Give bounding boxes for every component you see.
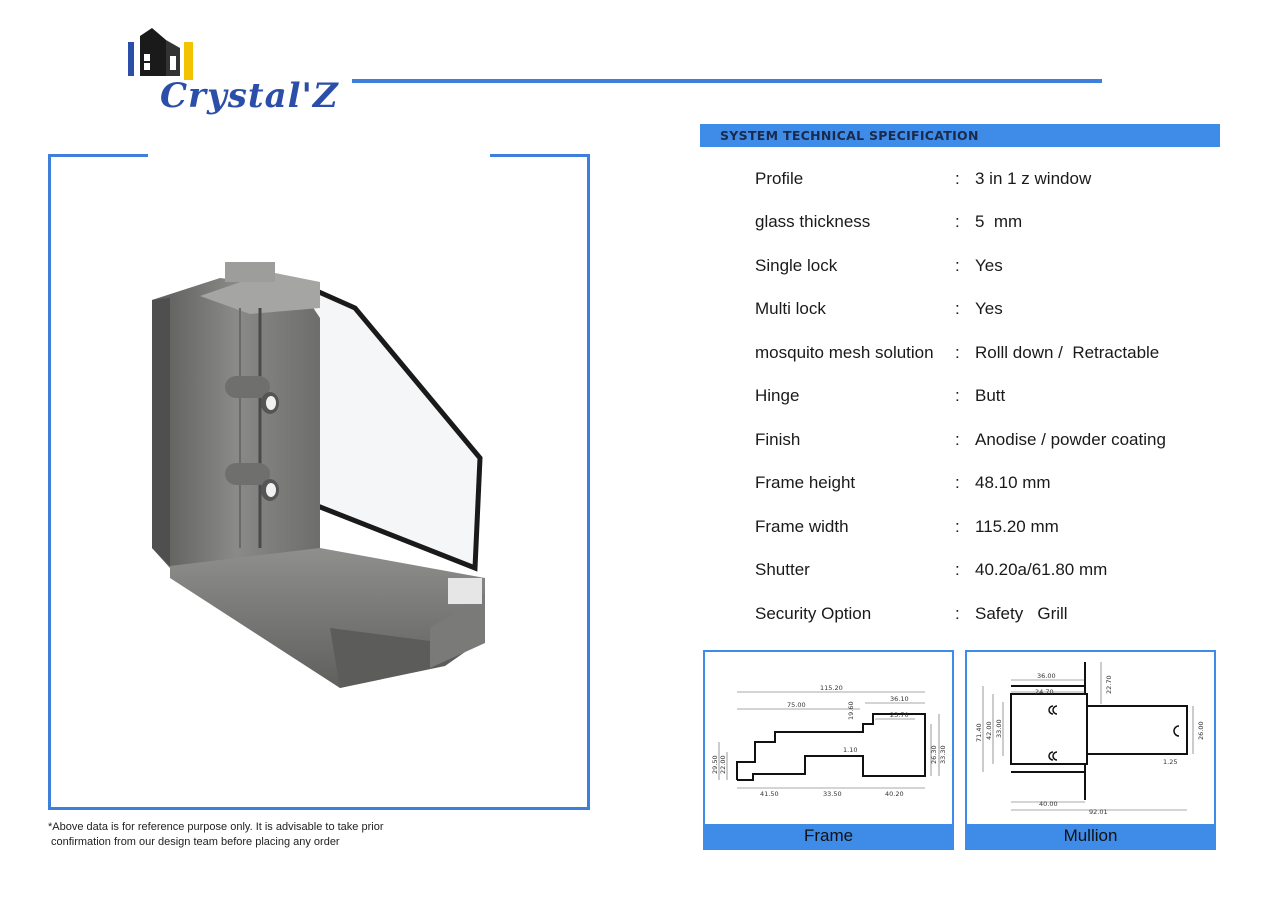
disclaimer [48, 820, 448, 850]
spec-row [755, 299, 1215, 323]
mullion-section-diagram [967, 652, 1214, 824]
spec-row [755, 473, 1215, 497]
spec-separator: : [955, 604, 960, 623]
spec-separator: : [955, 560, 960, 579]
dim-label: 29.50 [711, 755, 719, 774]
dim-label: 40.20 [885, 790, 904, 798]
spec-label: Profile [755, 169, 804, 188]
spec-value: Yes [975, 299, 1003, 318]
frame-caption: Frame [705, 824, 952, 848]
dim-label: 36.00 [1037, 672, 1056, 680]
disclaimer-line-2: confirmation from our design team before placing any order [51, 836, 340, 848]
spec-value: 40.20a/61.80 mm [975, 560, 1108, 579]
dim-label: 36.10 [890, 695, 909, 703]
spec-separator: : [955, 473, 960, 492]
frame-section-diagram [705, 652, 952, 824]
spec-row [755, 343, 1215, 367]
spec-row [755, 212, 1215, 236]
spec-value: Yes [975, 256, 1003, 275]
spec-value: 48.10 mm [975, 473, 1051, 492]
spec-value: 3 in 1 z window [975, 169, 1092, 188]
spec-row [755, 517, 1215, 541]
spec-separator: : [955, 430, 960, 449]
spec-row [755, 256, 1215, 280]
spec-label: Hinge [755, 386, 800, 405]
spec-value: Butt [975, 386, 1006, 405]
dim-label: 40.00 [1039, 800, 1058, 808]
disclaimer-line-1: *Above data is for reference purpose only. It is advisable to take prior [48, 821, 384, 833]
frame-drawing [703, 650, 954, 850]
dim-label: 33.00 [995, 719, 1003, 738]
spec-label: Single lock [755, 256, 838, 275]
spec-separator: : [955, 386, 960, 405]
dim-label: 71.40 [975, 723, 983, 742]
spec-value: Rolll down / Retractable [975, 343, 1160, 362]
dim-label: 42.00 [985, 721, 993, 740]
spec-separator: : [955, 343, 960, 362]
dim-label: 1.25 [1163, 758, 1178, 766]
spec-row [755, 430, 1215, 454]
spec-label: Security Option [755, 604, 872, 623]
dim-label: 92.01 [1089, 808, 1108, 816]
dim-label: 41.50 [760, 790, 779, 798]
spec-label: Shutter [755, 560, 810, 579]
mullion-drawing [965, 650, 1216, 850]
dim-label: 33.30 [939, 745, 947, 764]
spec-separator: : [955, 212, 960, 231]
dim-label: 26.30 [930, 745, 938, 764]
spec-label: Finish [755, 430, 801, 449]
dim-label: 22.00 [719, 755, 727, 774]
dim-label: 1.10 [843, 746, 858, 754]
brand-name: Crystal'Z [160, 76, 339, 116]
dim-label: 24.70 [1035, 688, 1054, 696]
window-profile-image [130, 248, 530, 708]
spec-value: 115.20 mm [975, 517, 1059, 536]
spec-label: glass thickness [755, 212, 871, 231]
header-rule [352, 79, 1102, 83]
mullion-caption: Mullion [967, 824, 1214, 848]
spec-row [755, 604, 1215, 628]
spec-value: 5 mm [975, 212, 1023, 231]
spec-row [755, 386, 1215, 410]
spec-label: Frame height [755, 473, 856, 492]
spec-title: SYSTEM TECHNICAL SPECIFICATION [720, 128, 979, 143]
dim-label: 33.50 [823, 790, 842, 798]
dim-label: 75.00 [787, 701, 806, 709]
spec-separator: : [955, 256, 960, 275]
spec-value: Safety Grill [975, 604, 1068, 623]
spec-label: Multi lock [755, 299, 826, 318]
dim-label: 22.70 [1105, 675, 1113, 694]
dim-label: 26.00 [1197, 721, 1205, 740]
spec-separator: : [955, 299, 960, 318]
spec-row [755, 560, 1215, 584]
spec-value: Anodise / powder coating [975, 430, 1166, 449]
dim-label: 19.60 [847, 701, 855, 720]
spec-separator: : [955, 517, 960, 536]
dim-label: 23.70 [890, 711, 909, 719]
dim-label: 115.20 [820, 684, 843, 692]
spec-separator: : [955, 169, 960, 188]
spec-label: mosquito mesh solution [755, 343, 934, 362]
spec-label: Frame width [755, 517, 849, 536]
spec-row [755, 169, 1215, 193]
